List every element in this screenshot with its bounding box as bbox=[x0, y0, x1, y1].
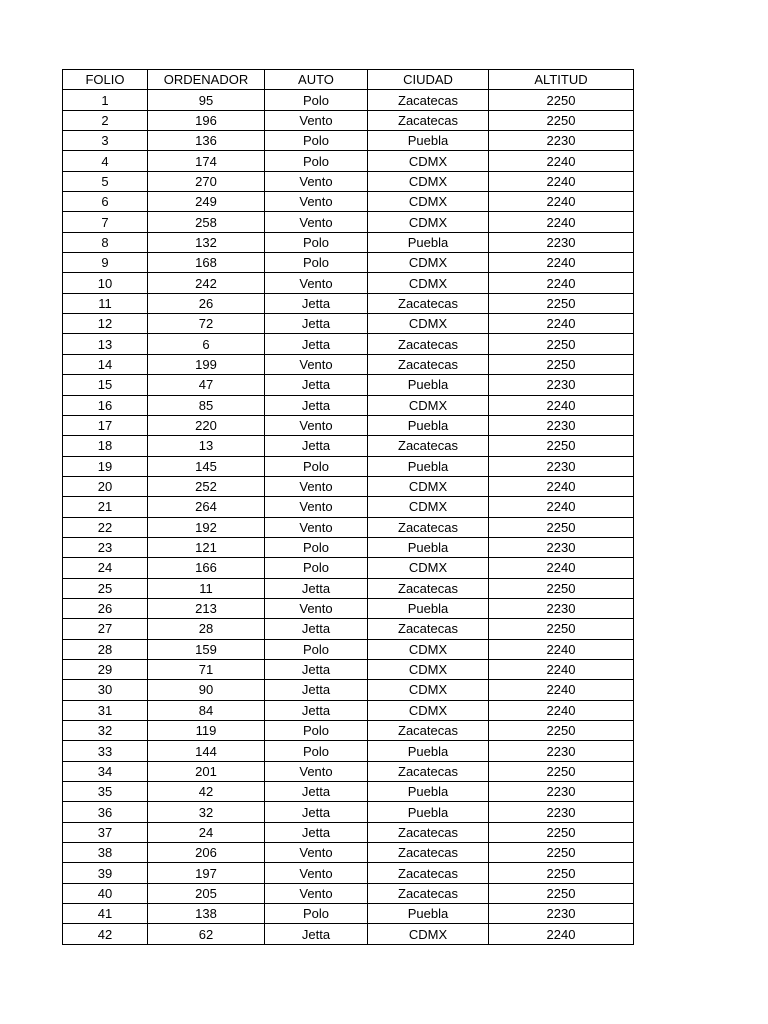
cell-altitud: 2240 bbox=[489, 171, 634, 191]
cell-ciudad: Zacatecas bbox=[368, 354, 489, 374]
table-row bbox=[63, 619, 634, 639]
cell-ciudad: Zacatecas bbox=[368, 761, 489, 781]
cell-folio: 21 bbox=[63, 497, 148, 517]
table-row bbox=[63, 476, 634, 496]
cell-auto: Jetta bbox=[265, 314, 368, 334]
cell-auto: Jetta bbox=[265, 924, 368, 944]
cell-ciudad: Zacatecas bbox=[368, 863, 489, 883]
cell-ciudad: Zacatecas bbox=[368, 110, 489, 130]
cell-altitud: 2240 bbox=[489, 253, 634, 273]
cell-auto: Jetta bbox=[265, 436, 368, 456]
cell-ciudad: Puebla bbox=[368, 415, 489, 435]
cell-ordenador: 168 bbox=[148, 253, 265, 273]
cell-altitud: 2230 bbox=[489, 598, 634, 618]
cell-ciudad: Puebla bbox=[368, 598, 489, 618]
cell-ciudad: Puebla bbox=[368, 904, 489, 924]
cell-auto: Polo bbox=[265, 721, 368, 741]
cell-altitud: 2250 bbox=[489, 761, 634, 781]
cell-ciudad: Zacatecas bbox=[368, 334, 489, 354]
cell-auto: Jetta bbox=[265, 395, 368, 415]
cell-ordenador: 11 bbox=[148, 578, 265, 598]
cell-altitud: 2240 bbox=[489, 680, 634, 700]
cell-ciudad: Zacatecas bbox=[368, 436, 489, 456]
cell-ordenador: 270 bbox=[148, 171, 265, 191]
cell-folio: 14 bbox=[63, 354, 148, 374]
table-row bbox=[63, 659, 634, 679]
cell-folio: 10 bbox=[63, 273, 148, 293]
table-row bbox=[63, 293, 634, 313]
cell-ordenador: 42 bbox=[148, 782, 265, 802]
cell-auto: Polo bbox=[265, 253, 368, 273]
cell-altitud: 2230 bbox=[489, 782, 634, 802]
cell-ciudad: Zacatecas bbox=[368, 822, 489, 842]
cell-auto: Vento bbox=[265, 863, 368, 883]
cell-ciudad: Puebla bbox=[368, 375, 489, 395]
cell-altitud: 2240 bbox=[489, 476, 634, 496]
cell-auto: Vento bbox=[265, 354, 368, 374]
cell-altitud: 2250 bbox=[489, 293, 634, 313]
cell-ciudad: Zacatecas bbox=[368, 517, 489, 537]
cell-ciudad: CDMX bbox=[368, 151, 489, 171]
cell-ordenador: 138 bbox=[148, 904, 265, 924]
cell-ciudad: Zacatecas bbox=[368, 883, 489, 903]
cell-folio: 32 bbox=[63, 721, 148, 741]
cell-altitud: 2250 bbox=[489, 863, 634, 883]
cell-folio: 17 bbox=[63, 415, 148, 435]
cell-folio: 9 bbox=[63, 253, 148, 273]
table-row bbox=[63, 273, 634, 293]
cell-altitud: 2240 bbox=[489, 273, 634, 293]
column-header-ordenador: ORDENADOR bbox=[148, 70, 265, 90]
cell-altitud: 2240 bbox=[489, 558, 634, 578]
cell-ordenador: 196 bbox=[148, 110, 265, 130]
cell-auto: Vento bbox=[265, 497, 368, 517]
cell-ordenador: 13 bbox=[148, 436, 265, 456]
cell-auto: Polo bbox=[265, 904, 368, 924]
cell-ordenador: 242 bbox=[148, 273, 265, 293]
table-row bbox=[63, 639, 634, 659]
cell-ordenador: 252 bbox=[148, 476, 265, 496]
cell-ciudad: CDMX bbox=[368, 680, 489, 700]
cell-ciudad: CDMX bbox=[368, 700, 489, 720]
cell-ordenador: 213 bbox=[148, 598, 265, 618]
cell-folio: 25 bbox=[63, 578, 148, 598]
cell-auto: Vento bbox=[265, 761, 368, 781]
cell-auto: Vento bbox=[265, 273, 368, 293]
cell-ordenador: 95 bbox=[148, 90, 265, 110]
cell-folio: 27 bbox=[63, 619, 148, 639]
table-row bbox=[63, 904, 634, 924]
cell-folio: 19 bbox=[63, 456, 148, 476]
cell-ordenador: 166 bbox=[148, 558, 265, 578]
cell-ciudad: Zacatecas bbox=[368, 843, 489, 863]
table-row bbox=[63, 883, 634, 903]
cell-auto: Jetta bbox=[265, 680, 368, 700]
cell-ciudad: CDMX bbox=[368, 314, 489, 334]
table-row bbox=[63, 721, 634, 741]
cell-altitud: 2230 bbox=[489, 415, 634, 435]
cell-folio: 8 bbox=[63, 232, 148, 252]
cell-auto: Vento bbox=[265, 476, 368, 496]
cell-ordenador: 206 bbox=[148, 843, 265, 863]
table-row bbox=[63, 354, 634, 374]
cell-ordenador: 197 bbox=[148, 863, 265, 883]
cell-altitud: 2250 bbox=[489, 110, 634, 130]
data-table bbox=[62, 69, 634, 945]
cell-altitud: 2250 bbox=[489, 721, 634, 741]
cell-folio: 42 bbox=[63, 924, 148, 944]
cell-ciudad: Zacatecas bbox=[368, 619, 489, 639]
cell-ordenador: 6 bbox=[148, 334, 265, 354]
cell-folio: 38 bbox=[63, 843, 148, 863]
cell-ordenador: 144 bbox=[148, 741, 265, 761]
cell-ordenador: 201 bbox=[148, 761, 265, 781]
cell-auto: Jetta bbox=[265, 619, 368, 639]
cell-altitud: 2240 bbox=[489, 924, 634, 944]
table-row bbox=[63, 924, 634, 944]
cell-folio: 13 bbox=[63, 334, 148, 354]
cell-ordenador: 28 bbox=[148, 619, 265, 639]
cell-altitud: 2230 bbox=[489, 537, 634, 557]
cell-ordenador: 47 bbox=[148, 375, 265, 395]
cell-altitud: 2250 bbox=[489, 578, 634, 598]
table-row bbox=[63, 863, 634, 883]
cell-folio: 40 bbox=[63, 883, 148, 903]
table-row bbox=[63, 110, 634, 130]
table-row bbox=[63, 578, 634, 598]
table-row bbox=[63, 822, 634, 842]
cell-ordenador: 132 bbox=[148, 232, 265, 252]
cell-folio: 24 bbox=[63, 558, 148, 578]
table-row bbox=[63, 212, 634, 232]
cell-altitud: 2250 bbox=[489, 90, 634, 110]
cell-ciudad: CDMX bbox=[368, 558, 489, 578]
header-row bbox=[63, 70, 634, 90]
cell-ordenador: 24 bbox=[148, 822, 265, 842]
cell-folio: 12 bbox=[63, 314, 148, 334]
cell-ciudad: Puebla bbox=[368, 232, 489, 252]
table-row bbox=[63, 436, 634, 456]
cell-folio: 30 bbox=[63, 680, 148, 700]
cell-altitud: 2250 bbox=[489, 619, 634, 639]
table-row bbox=[63, 314, 634, 334]
cell-auto: Jetta bbox=[265, 802, 368, 822]
table-header bbox=[63, 70, 634, 90]
cell-folio: 2 bbox=[63, 110, 148, 130]
table-row bbox=[63, 232, 634, 252]
cell-altitud: 2250 bbox=[489, 354, 634, 374]
cell-ordenador: 205 bbox=[148, 883, 265, 903]
table-row bbox=[63, 151, 634, 171]
table-row bbox=[63, 598, 634, 618]
cell-ciudad: CDMX bbox=[368, 659, 489, 679]
cell-auto: Polo bbox=[265, 232, 368, 252]
cell-ciudad: CDMX bbox=[368, 395, 489, 415]
cell-altitud: 2240 bbox=[489, 151, 634, 171]
cell-auto: Jetta bbox=[265, 375, 368, 395]
cell-auto: Vento bbox=[265, 212, 368, 232]
cell-auto: Vento bbox=[265, 192, 368, 212]
table-row bbox=[63, 802, 634, 822]
cell-folio: 35 bbox=[63, 782, 148, 802]
cell-ordenador: 84 bbox=[148, 700, 265, 720]
cell-ciudad: CDMX bbox=[368, 171, 489, 191]
table-row bbox=[63, 537, 634, 557]
cell-auto: Jetta bbox=[265, 700, 368, 720]
cell-altitud: 2240 bbox=[489, 497, 634, 517]
cell-altitud: 2230 bbox=[489, 741, 634, 761]
cell-auto: Vento bbox=[265, 415, 368, 435]
cell-auto: Vento bbox=[265, 843, 368, 863]
table-body bbox=[63, 90, 634, 944]
cell-altitud: 2240 bbox=[489, 212, 634, 232]
cell-altitud: 2230 bbox=[489, 375, 634, 395]
cell-auto: Vento bbox=[265, 883, 368, 903]
cell-ciudad: CDMX bbox=[368, 476, 489, 496]
cell-ciudad: Puebla bbox=[368, 741, 489, 761]
table-row bbox=[63, 171, 634, 191]
cell-folio: 37 bbox=[63, 822, 148, 842]
table-row bbox=[63, 497, 634, 517]
cell-auto: Polo bbox=[265, 131, 368, 151]
cell-auto: Polo bbox=[265, 639, 368, 659]
cell-altitud: 2250 bbox=[489, 883, 634, 903]
cell-auto: Jetta bbox=[265, 782, 368, 802]
cell-ordenador: 220 bbox=[148, 415, 265, 435]
cell-ordenador: 90 bbox=[148, 680, 265, 700]
cell-altitud: 2230 bbox=[489, 456, 634, 476]
cell-ordenador: 85 bbox=[148, 395, 265, 415]
table-row bbox=[63, 415, 634, 435]
cell-altitud: 2230 bbox=[489, 802, 634, 822]
cell-ciudad: Zacatecas bbox=[368, 293, 489, 313]
cell-ordenador: 71 bbox=[148, 659, 265, 679]
table-row bbox=[63, 192, 634, 212]
cell-auto: Jetta bbox=[265, 578, 368, 598]
table-row bbox=[63, 517, 634, 537]
cell-folio: 22 bbox=[63, 517, 148, 537]
cell-altitud: 2230 bbox=[489, 232, 634, 252]
table-row bbox=[63, 741, 634, 761]
cell-altitud: 2240 bbox=[489, 395, 634, 415]
cell-folio: 31 bbox=[63, 700, 148, 720]
cell-ordenador: 192 bbox=[148, 517, 265, 537]
cell-folio: 34 bbox=[63, 761, 148, 781]
cell-ordenador: 119 bbox=[148, 721, 265, 741]
cell-auto: Polo bbox=[265, 151, 368, 171]
cell-ciudad: Puebla bbox=[368, 802, 489, 822]
table-row bbox=[63, 700, 634, 720]
cell-folio: 36 bbox=[63, 802, 148, 822]
table-row bbox=[63, 395, 634, 415]
cell-folio: 15 bbox=[63, 375, 148, 395]
cell-ordenador: 121 bbox=[148, 537, 265, 557]
cell-altitud: 2250 bbox=[489, 334, 634, 354]
cell-altitud: 2240 bbox=[489, 192, 634, 212]
cell-altitud: 2230 bbox=[489, 904, 634, 924]
cell-altitud: 2250 bbox=[489, 822, 634, 842]
cell-ciudad: Puebla bbox=[368, 537, 489, 557]
cell-altitud: 2250 bbox=[489, 517, 634, 537]
cell-folio: 6 bbox=[63, 192, 148, 212]
column-header-altitud: ALTITUD bbox=[489, 70, 634, 90]
cell-folio: 7 bbox=[63, 212, 148, 232]
cell-ordenador: 249 bbox=[148, 192, 265, 212]
cell-ciudad: CDMX bbox=[368, 192, 489, 212]
column-header-ciudad: CIUDAD bbox=[368, 70, 489, 90]
cell-ordenador: 159 bbox=[148, 639, 265, 659]
column-header-folio: FOLIO bbox=[63, 70, 148, 90]
cell-altitud: 2240 bbox=[489, 639, 634, 659]
cell-ordenador: 62 bbox=[148, 924, 265, 944]
table-row bbox=[63, 375, 634, 395]
cell-altitud: 2230 bbox=[489, 131, 634, 151]
column-header-auto: AUTO bbox=[265, 70, 368, 90]
cell-ordenador: 32 bbox=[148, 802, 265, 822]
cell-ordenador: 199 bbox=[148, 354, 265, 374]
cell-ordenador: 145 bbox=[148, 456, 265, 476]
cell-altitud: 2240 bbox=[489, 700, 634, 720]
cell-ciudad: CDMX bbox=[368, 497, 489, 517]
cell-auto: Jetta bbox=[265, 334, 368, 354]
cell-ciudad: CDMX bbox=[368, 924, 489, 944]
cell-ordenador: 26 bbox=[148, 293, 265, 313]
cell-auto: Polo bbox=[265, 558, 368, 578]
cell-folio: 29 bbox=[63, 659, 148, 679]
table-row bbox=[63, 843, 634, 863]
cell-auto: Vento bbox=[265, 171, 368, 191]
cell-auto: Jetta bbox=[265, 659, 368, 679]
cell-ciudad: CDMX bbox=[368, 639, 489, 659]
cell-auto: Polo bbox=[265, 90, 368, 110]
cell-folio: 16 bbox=[63, 395, 148, 415]
cell-ciudad: Zacatecas bbox=[368, 721, 489, 741]
cell-auto: Polo bbox=[265, 741, 368, 761]
cell-ciudad: Puebla bbox=[368, 456, 489, 476]
cell-ordenador: 136 bbox=[148, 131, 265, 151]
table-row bbox=[63, 782, 634, 802]
cell-folio: 26 bbox=[63, 598, 148, 618]
table-row bbox=[63, 253, 634, 273]
cell-folio: 39 bbox=[63, 863, 148, 883]
cell-folio: 18 bbox=[63, 436, 148, 456]
cell-ciudad: Zacatecas bbox=[368, 578, 489, 598]
table-row bbox=[63, 761, 634, 781]
cell-folio: 23 bbox=[63, 537, 148, 557]
table-row bbox=[63, 680, 634, 700]
cell-folio: 33 bbox=[63, 741, 148, 761]
cell-ciudad: CDMX bbox=[368, 273, 489, 293]
cell-auto: Jetta bbox=[265, 293, 368, 313]
cell-auto: Jetta bbox=[265, 822, 368, 842]
cell-folio: 4 bbox=[63, 151, 148, 171]
cell-altitud: 2250 bbox=[489, 843, 634, 863]
cell-folio: 3 bbox=[63, 131, 148, 151]
cell-ciudad: CDMX bbox=[368, 253, 489, 273]
cell-folio: 41 bbox=[63, 904, 148, 924]
table-row bbox=[63, 334, 634, 354]
cell-auto: Vento bbox=[265, 517, 368, 537]
cell-ciudad: Puebla bbox=[368, 782, 489, 802]
table-row bbox=[63, 90, 634, 110]
cell-auto: Polo bbox=[265, 537, 368, 557]
cell-altitud: 2240 bbox=[489, 659, 634, 679]
cell-auto: Vento bbox=[265, 598, 368, 618]
cell-altitud: 2240 bbox=[489, 314, 634, 334]
cell-ciudad: Zacatecas bbox=[368, 90, 489, 110]
cell-folio: 1 bbox=[63, 90, 148, 110]
cell-auto: Polo bbox=[265, 456, 368, 476]
table-row bbox=[63, 558, 634, 578]
cell-folio: 28 bbox=[63, 639, 148, 659]
cell-altitud: 2250 bbox=[489, 436, 634, 456]
cell-ordenador: 264 bbox=[148, 497, 265, 517]
table-row bbox=[63, 131, 634, 151]
cell-folio: 5 bbox=[63, 171, 148, 191]
cell-ciudad: Puebla bbox=[368, 131, 489, 151]
cell-folio: 20 bbox=[63, 476, 148, 496]
cell-ordenador: 174 bbox=[148, 151, 265, 171]
cell-ciudad: CDMX bbox=[368, 212, 489, 232]
cell-ordenador: 258 bbox=[148, 212, 265, 232]
table-row bbox=[63, 456, 634, 476]
cell-ordenador: 72 bbox=[148, 314, 265, 334]
cell-folio: 11 bbox=[63, 293, 148, 313]
cell-auto: Vento bbox=[265, 110, 368, 130]
